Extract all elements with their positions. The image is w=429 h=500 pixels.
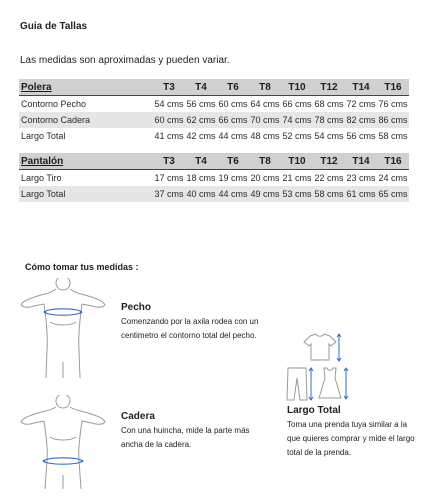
measure-cell: 24 cms [378, 173, 408, 183]
measure-cell: 23 cms [346, 173, 376, 183]
instruction-length [287, 404, 417, 460]
instruction-chest [121, 301, 261, 343]
hip-measure-tape [44, 458, 82, 464]
pantalon-body [19, 170, 409, 203]
row-label: Largo Total [21, 189, 66, 199]
measure-cell: 61 cms [346, 189, 376, 199]
tshirt-icon [304, 334, 336, 360]
table-title-polera: Polera [19, 79, 153, 96]
size-header: T16 [377, 79, 409, 96]
polera-size-table [19, 79, 409, 144]
measure-cell: 54 cms [154, 99, 184, 109]
instruction-length-text: Toma una prenda tuya similar a la que quieres comprar y mide el largo total de la prenda. [287, 420, 415, 457]
size-header: T10 [281, 153, 313, 170]
measure-cell: 58 cms [378, 131, 408, 141]
size-header: T14 [345, 153, 377, 170]
measure-cell: 37 cms [154, 189, 184, 199]
measure-cell: 18 cms [186, 173, 216, 183]
size-header: T10 [281, 79, 313, 96]
measure-cell: 19 cms [218, 173, 248, 183]
chest-measure-tape [45, 309, 81, 315]
size-header: T16 [377, 153, 409, 170]
table-row [19, 128, 409, 144]
size-header: T6 [217, 153, 249, 170]
table-header-row [19, 79, 409, 96]
size-header: T12 [313, 153, 345, 170]
measure-cell: 56 cms [186, 99, 216, 109]
torso-hip-figure [20, 395, 106, 490]
measure-cell: 70 cms [250, 115, 280, 125]
intro-text: Las medidas son aproximadas y pueden variar. [20, 55, 230, 66]
measure-cell: 54 cms [314, 131, 344, 141]
measure-cell: 64 cms [250, 99, 280, 109]
size-header: T8 [249, 79, 281, 96]
instruction-chest-text: Comenzando por la axila rodea con un centimetro el contorno total del pecho. [121, 317, 259, 340]
instruction-hip [121, 410, 261, 452]
measure-cell: 82 cms [346, 115, 376, 125]
table-row [19, 112, 409, 128]
measure-cell: 44 cms [218, 189, 248, 199]
measure-cell: 21 cms [282, 173, 312, 183]
measure-cell: 78 cms [314, 115, 344, 125]
instruction-hip-text: Con una huincha, mide la parte más ancha de la cadera. [121, 426, 250, 449]
size-header: T4 [185, 79, 217, 96]
measure-cell: 44 cms [218, 131, 248, 141]
measure-cell: 41 cms [154, 131, 184, 141]
row-label: Contorno Pecho [21, 99, 87, 109]
measure-cell: 53 cms [282, 189, 312, 199]
row-label: Contorno Cadera [21, 115, 91, 125]
instruction-hip-heading: Cadera [121, 411, 155, 422]
size-header: T12 [313, 79, 345, 96]
measure-cell: 74 cms [282, 115, 312, 125]
measure-cell: 22 cms [314, 173, 344, 183]
size-header: T8 [249, 153, 281, 170]
torso-chest-figure [20, 278, 106, 380]
dress-icon [319, 368, 341, 398]
size-header: T6 [217, 79, 249, 96]
size-header: T14 [345, 79, 377, 96]
table-title-pantalon: Pantalón [19, 153, 153, 170]
measure-cell: 52 cms [282, 131, 312, 141]
pants-icon [287, 368, 307, 400]
measure-cell: 42 cms [186, 131, 216, 141]
pantalon-size-table [19, 153, 409, 202]
size-header: T4 [185, 153, 217, 170]
measure-cell: 66 cms [218, 115, 248, 125]
measure-cell: 49 cms [250, 189, 280, 199]
measure-cell: 20 cms [250, 173, 280, 183]
garment-length-figure [284, 332, 356, 402]
instruction-length-heading: Largo Total [287, 405, 341, 416]
measure-cell: 40 cms [186, 189, 216, 199]
measure-cell: 86 cms [378, 115, 408, 125]
table-row [19, 170, 409, 187]
howto-title: Cómo tomar tus medidas : [25, 262, 139, 272]
measure-cell: 60 cms [218, 99, 248, 109]
measure-cell: 60 cms [154, 115, 184, 125]
measure-cell: 58 cms [314, 189, 344, 199]
measure-cell: 65 cms [378, 189, 408, 199]
measure-cell: 17 cms [154, 173, 184, 183]
measure-cell: 48 cms [250, 131, 280, 141]
table-row [19, 186, 409, 202]
polera-body [19, 96, 409, 145]
size-header: T3 [153, 153, 185, 170]
measure-cell: 72 cms [346, 99, 376, 109]
measure-cell: 56 cms [346, 131, 376, 141]
row-label: Largo Tiro [21, 173, 62, 183]
table-header-row [19, 153, 409, 170]
instruction-chest-heading: Pecho [121, 302, 152, 313]
row-label: Largo Total [21, 131, 66, 141]
measure-cell: 68 cms [314, 99, 344, 109]
table-row [19, 96, 409, 113]
page-title: Guia de Tallas [20, 21, 88, 32]
measure-cell: 66 cms [282, 99, 312, 109]
measure-cell: 62 cms [186, 115, 216, 125]
size-header: T3 [153, 79, 185, 96]
measure-cell: 76 cms [378, 99, 408, 109]
